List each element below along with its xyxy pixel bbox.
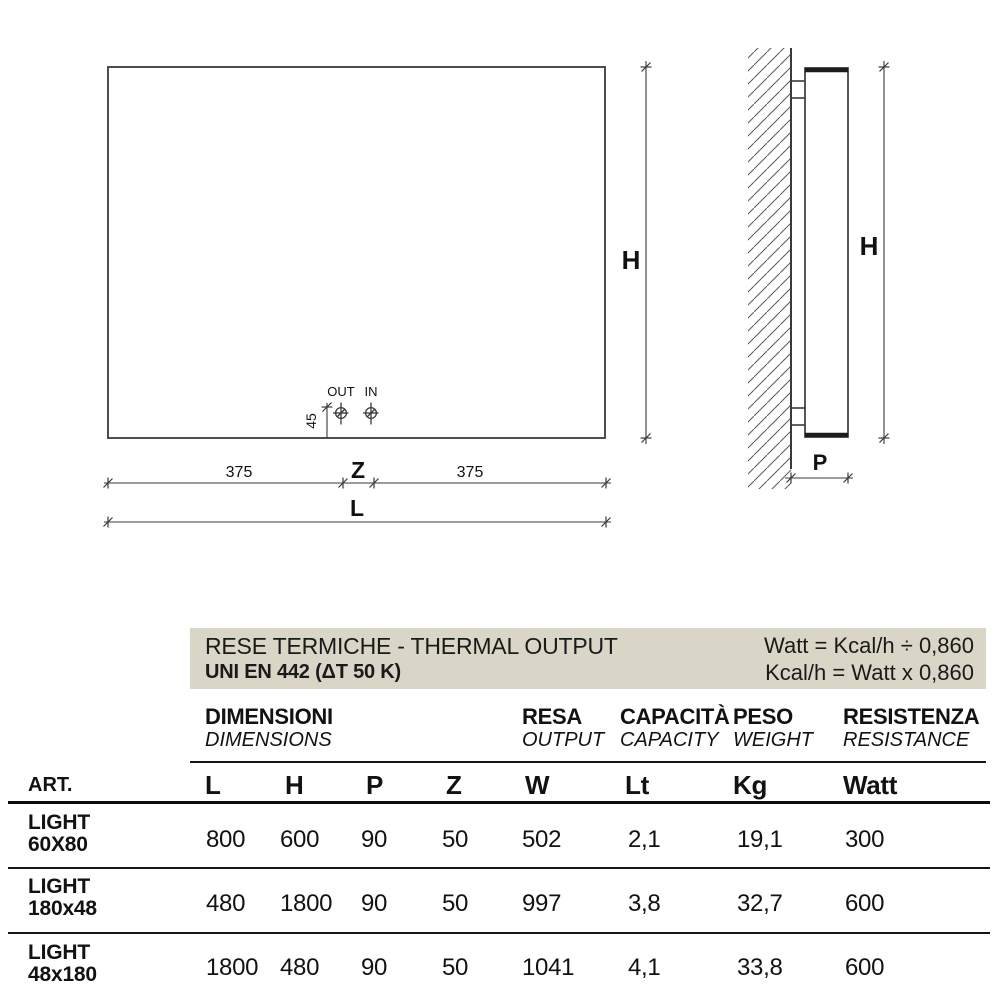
column-header-kg: Kg	[733, 770, 768, 800]
in-label: IN	[364, 384, 378, 399]
out-connection-icon	[333, 403, 349, 425]
side-h-dimension	[860, 61, 890, 444]
cell-w: 1041	[522, 954, 575, 981]
group-label-en: WEIGHT	[733, 729, 813, 751]
group-label-en: DIMENSIONS	[205, 729, 332, 751]
group-label-it: CAPACITÀ	[620, 704, 730, 729]
article-name: LIGHT	[28, 875, 90, 898]
article-name: LIGHT	[28, 941, 90, 964]
inlet-height-dimension	[303, 403, 333, 439]
cell-kg: 19,1	[737, 826, 783, 853]
bottom-wall-bracket	[791, 408, 805, 425]
thermal-output-standard: UNI EN 442 (ΔT 50 K)	[205, 661, 401, 683]
pipe-connections	[327, 384, 378, 425]
front-view	[104, 61, 652, 528]
l-label: L	[349, 495, 365, 521]
column-header-z: Z	[446, 770, 462, 800]
group-label-it: DIMENSIONI	[205, 704, 333, 729]
side-h-label: H	[859, 231, 879, 261]
side-view	[748, 48, 890, 489]
p-label: P	[812, 450, 828, 475]
cell-watt: 300	[845, 826, 885, 853]
front-h-label: H	[621, 245, 641, 275]
group-label-en: RESISTANCE	[843, 729, 970, 751]
thermal-output-band	[190, 628, 986, 689]
span-dimension-line	[104, 457, 612, 489]
front-h-dimension	[622, 61, 652, 444]
group-label-en: OUTPUT	[522, 729, 605, 751]
article-size: 48x180	[28, 963, 97, 986]
watt-formula: Watt = Kcal/h ÷ 0,860	[764, 632, 974, 658]
table-row-article	[28, 942, 97, 986]
cell-z: 50	[442, 826, 469, 853]
cell-z: 50	[442, 890, 469, 917]
conversion-formulas	[764, 632, 974, 686]
article-size: 60X80	[28, 833, 88, 856]
wall-hatching	[748, 48, 791, 489]
z-label: Z	[350, 457, 366, 483]
right-span-label: 375	[456, 464, 484, 481]
top-wall-bracket	[791, 81, 805, 98]
in-connection-icon	[363, 403, 379, 425]
cell-h: 1800	[280, 890, 333, 917]
table-row-article	[28, 812, 90, 856]
thermal-output-titles	[205, 633, 618, 684]
row-separator	[8, 932, 990, 934]
art-column-header: ART.	[28, 774, 73, 796]
header-group-rule	[190, 761, 986, 763]
left-span-label: 375	[225, 464, 253, 481]
column-group-dimensions	[205, 705, 333, 751]
cell-lt: 3,8	[628, 890, 661, 917]
cell-kg: 32,7	[737, 890, 783, 917]
row-separator	[8, 867, 990, 869]
radiator-panel-outline	[108, 67, 605, 438]
radiator-side-outline	[805, 68, 848, 437]
cell-l: 800	[206, 826, 246, 853]
cell-watt: 600	[845, 954, 885, 981]
column-header-h: H	[285, 770, 304, 800]
cell-w: 502	[522, 826, 562, 853]
l-dimension-line	[104, 495, 612, 528]
cell-lt: 4,1	[628, 954, 661, 981]
cell-p: 90	[361, 954, 388, 981]
thermal-output-title: RESE TERMICHE - THERMAL OUTPUT	[205, 633, 618, 659]
cell-kg: 33,8	[737, 954, 783, 981]
column-group-capacity	[620, 705, 730, 751]
p-dimension	[785, 450, 853, 484]
column-group-weight	[733, 705, 813, 751]
cell-h: 600	[280, 826, 320, 853]
inlet-height-label: 45	[303, 413, 319, 429]
cell-w: 997	[522, 890, 562, 917]
group-label-it: PESO	[733, 704, 793, 729]
column-header-watt: Watt	[843, 770, 898, 800]
group-label-it: RESISTENZA	[843, 704, 980, 729]
table-header-rule	[8, 801, 990, 804]
cell-l: 1800	[206, 954, 259, 981]
column-header-w: W	[525, 770, 550, 800]
cell-p: 90	[361, 890, 388, 917]
group-label-en: CAPACITY	[620, 729, 719, 751]
kcal-formula: Kcal/h = Watt x 0,860	[765, 659, 974, 685]
column-header-l: L	[205, 770, 221, 800]
cell-p: 90	[361, 826, 388, 853]
cell-watt: 600	[845, 890, 885, 917]
out-label: OUT	[327, 384, 355, 399]
article-size: 180x48	[28, 897, 97, 920]
article-name: LIGHT	[28, 811, 90, 834]
group-label-it: RESA	[522, 704, 582, 729]
cell-lt: 2,1	[628, 826, 661, 853]
table-row-article	[28, 876, 97, 920]
cell-l: 480	[206, 890, 246, 917]
column-header-lt: Lt	[625, 770, 649, 800]
column-group-resistance	[843, 705, 979, 751]
column-header-p: P	[366, 770, 384, 800]
cell-z: 50	[442, 954, 469, 981]
cell-h: 480	[280, 954, 320, 981]
column-group-output	[522, 705, 604, 751]
